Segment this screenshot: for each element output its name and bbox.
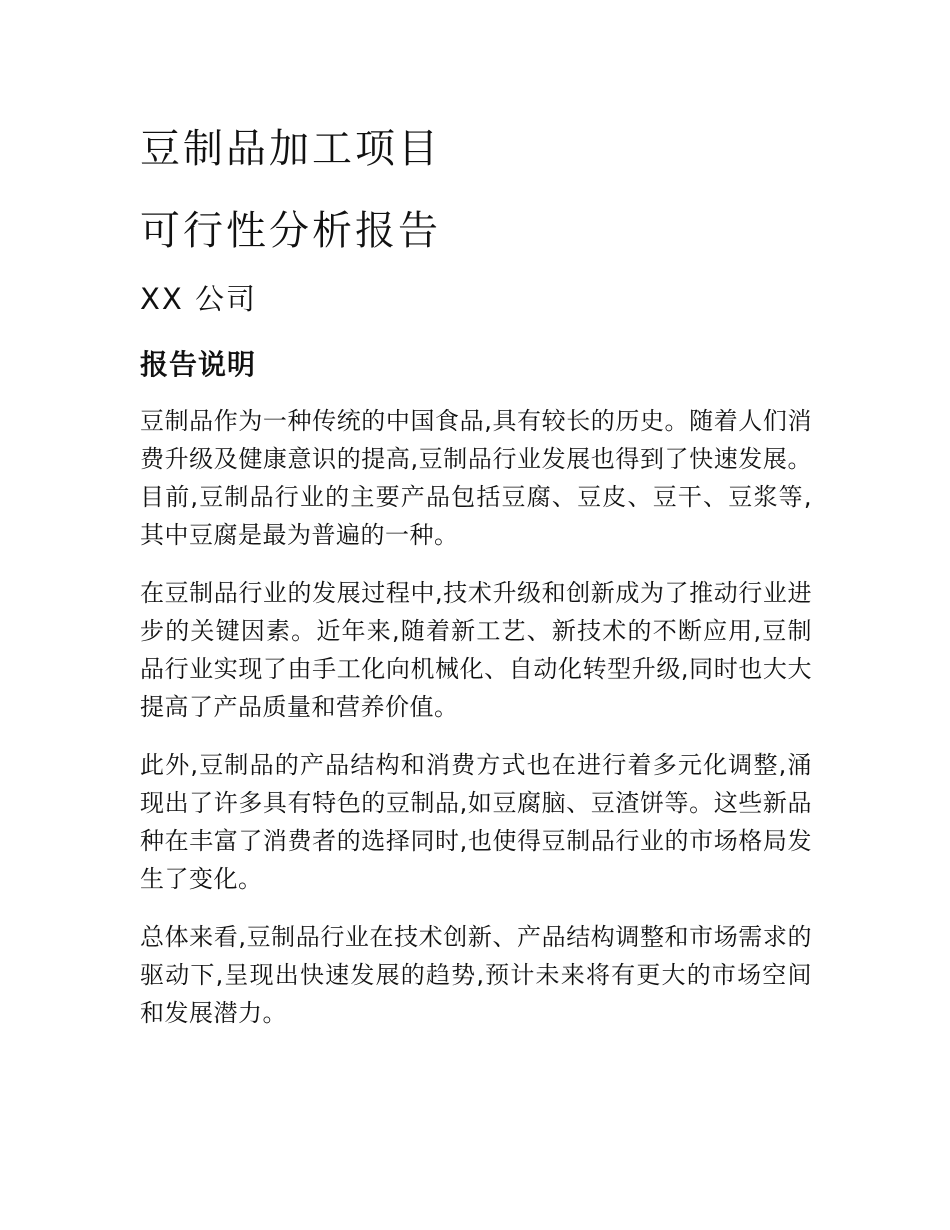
paragraph: 总体来看,豆制品行业在技术创新、产品结构调整和市场需求的驱动下,呈现出快速发展的趋势,预计未来将有更大的市场空间和发展潜力。 [140, 923, 812, 1027]
paragraph: 在豆制品行业的发展过程中,技术升级和创新成为了推动行业进步的关键因素。近年来,随着新工艺、新技术的不断应用,豆制品行业实现了由手工化向机械化、自动化转型升级,同时也大大提高了产品质量和营养价值。 [140, 579, 812, 721]
document-title-line-2: 可行性分析报告 [140, 208, 441, 254]
company-name: XX 公司 [140, 282, 257, 316]
section-heading: 报告说明 [140, 348, 257, 381]
paragraph: 豆制品作为一种传统的中国食品,具有较长的历史。随着人们消费升级及健康意识的提高,豆制品行业发展也得到了快速发展。目前,豆制品行业的主要产品包括豆腐、豆皮、豆干、豆浆等,其中豆腐是最为普遍的一种。 [140, 407, 812, 549]
document-content [140, 122, 812, 1052]
paragraph: 此外,豆制品的产品结构和消费方式也在进行着多元化调整,涌现出了许多具有特色的豆制品,如豆腐脑、豆渣饼等。这些新品种在丰富了消费者的选择同时,也使得豆制品行业的市场格局发生了变化。 [140, 751, 812, 893]
document-title-line-1: 豆制品加工项目 [140, 126, 441, 172]
